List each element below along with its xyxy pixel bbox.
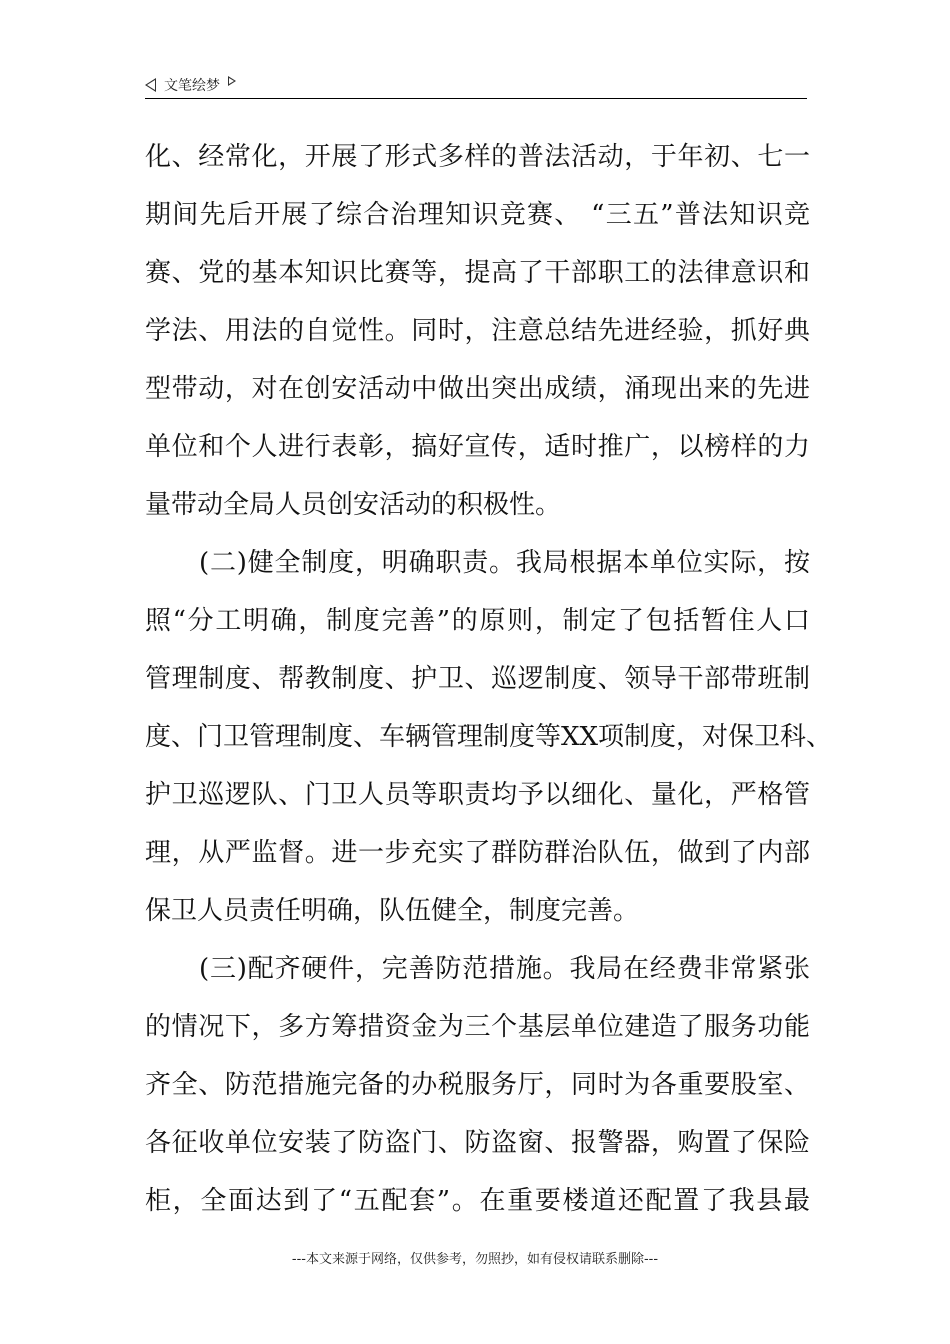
body-line: 期间先后开展了综合治理知识竞赛、 “三五”普法知识竞 [145,200,810,230]
body-line: 齐全、防范措施完备的办税服务厅，同时为各重要股室、 [145,1070,810,1100]
body-line: 柜，全面达到了“五配套”。在重要楼道还配置了我县最 [145,1186,810,1216]
triangle-left-icon [145,78,156,92]
body-line: 学法、用法的自觉性。同时，注意总结先进经验，抓好典 [145,316,810,346]
body-line: 各征收单位安装了防盗门、防盗窗、报警器，购置了保险 [145,1128,810,1158]
body-line: 化、经常化，开展了形式多样的普法活动，于年初、七一 [145,142,810,172]
header-brand: 文笔绘梦 [164,78,220,94]
body-line: 保卫人员责任明确，队伍健全，制度完善。 [145,896,640,926]
page-header [145,72,807,99]
body-line: 的情况下，多方筹措资金为三个基层单位建造了服务功能 [145,1012,810,1042]
body-line: 赛、党的基本知识比赛等，提高了干部职工的法律意识和 [145,258,810,288]
body-line: 管理制度、帮教制度、护卫、巡逻制度、领导干部带班制 [145,664,810,694]
body-line: 理，从严监督。进一步充实了群防群治队伍，做到了内部 [145,838,810,868]
triangle-right-icon [228,76,236,86]
body-line-paragraph-start: (二)健全制度，明确职责。我局根据本单位实际，按 [199,548,810,578]
body-line: 照“分工明确，制度完善”的原则，制定了包括暂住人口 [145,606,810,636]
document-body [145,128,833,1230]
body-line: 量带动全局人员创安活动的积极性。 [145,490,562,520]
body-line: 型带动，对在创安活动中做出突出成绩，涌现出来的先进 [145,374,810,404]
page-footer: ---本文来源于网络，仅供参考，勿照抄，如有侵权请联系删除--- [291,1252,659,1267]
body-line-paragraph-start: (三)配齐硬件，完善防范措施。我局在经费非常紧张 [199,954,810,984]
body-line: 单位和个人进行表彰，搞好宣传，适时推广，以榜样的力 [145,432,810,462]
body-line: 度、门卫管理制度、车辆管理制度等XX项制度，对保卫科、 [145,722,833,752]
body-line: 护卫巡逻队、门卫人员等职责均予以细化、量化，严格管 [145,780,810,810]
